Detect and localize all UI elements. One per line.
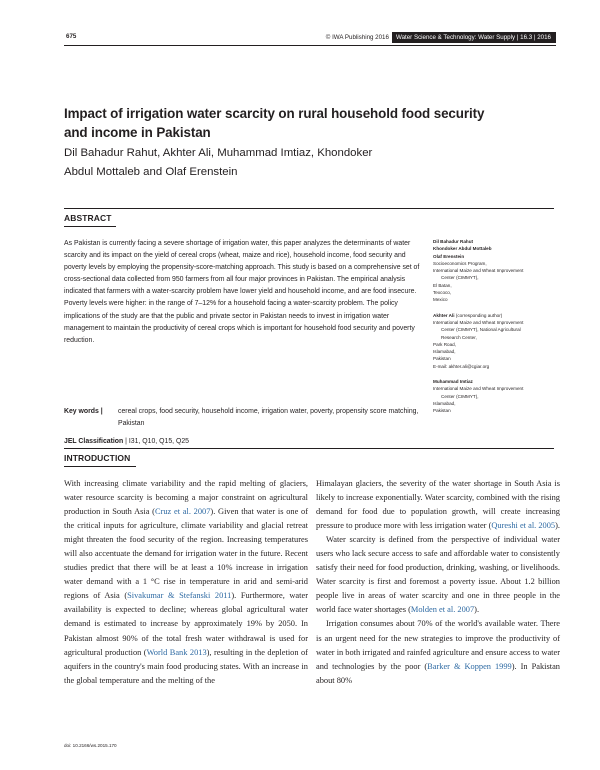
author-list (64, 144, 404, 182)
author-line-2: Abdul Mottaleb and Olaf Erenstein (64, 166, 238, 178)
abstract-top-rule (64, 208, 554, 209)
affil-line: Pakistan (433, 356, 451, 362)
abstract-heading: ABSTRACT (64, 213, 112, 223)
affil-line: Center (CIMMYT), (441, 275, 479, 281)
affil-line: Texcoco, (433, 290, 452, 296)
citation-link[interactable]: Sivakumar & Stefanski 2011 (127, 591, 232, 601)
citation-link[interactable]: World Bank 2013 (146, 647, 207, 657)
affiliations (433, 238, 563, 415)
affil-corresponding: Akhter Ali (corresponding author) (433, 312, 503, 318)
affil-line: Mexico (433, 297, 448, 303)
journal-year: 2016 (537, 34, 551, 41)
affil-name: Khondoker Abdul Mottaleb (433, 246, 492, 252)
journal-volume: 16.3 (520, 34, 533, 41)
citation-link[interactable]: Barker & Koppen 1999 (427, 661, 512, 671)
citation-link[interactable]: Qureshi et al. 2005 (491, 521, 556, 531)
intro-right-column (316, 477, 560, 688)
affil-line: Park Road, (433, 341, 456, 347)
affil-line: Islamabad, (433, 349, 456, 355)
affil-line: International Maize and Wheat Improvement (433, 319, 524, 325)
publisher-notice: © IWA Publishing 2016 (325, 34, 389, 41)
keywords-text: cereal crops, food security, household income, irrigation water, poverty, propensity score matching, Pakistan (118, 408, 419, 428)
abstract-heading-underline (64, 226, 116, 227)
introduction-heading: INTRODUCTION (64, 453, 131, 463)
abstract-text: As Pakistan is currently facing a severe shortage of irrigation water, this paper analyzes the determinants of water scarcity and its impact on the yield of cereal crops (wheat, maize and rice), household income, food security and poverty levels by employing the propensity-score-matching approach. This study is based on a comprehensive set of cross-sectional data collected from 950 farmers from all four major provinces in Pakistan. The empirical analysis indicated that farmers with a water-scarcity problem have lower yield and household income, and are food insecure. Poverty levels were higher: in the range of 7–12% for a household facing a water-scarcity problem. The policy implications of the study are that the public and private sector in Pakistan needs to invest in irrigation water management to maintain the productivity of cereal crops which is important for household food security and poverty reduction. (64, 240, 420, 344)
affil-line: Socioeconomics Program, (433, 260, 487, 266)
jel-classification: JEL Classification | I31, Q10, Q15, Q25 (64, 438, 190, 445)
affil-line: El Batan, (433, 282, 452, 288)
affil-line: Islamabad, (433, 400, 456, 406)
affil-name: Dil Bahadur Rahut (433, 239, 474, 244)
journal-name: Water Science & Technology: Water Supply (395, 34, 516, 41)
keywords (64, 406, 426, 430)
article-title: Impact of irrigation water scarcity on rural household food security and income in Pakistan (64, 106, 485, 140)
affil-line: Center (CIMMYT), National Agricultural (441, 327, 521, 333)
header-rule (64, 45, 556, 46)
running-header (326, 32, 556, 43)
keywords-label: Key words | (64, 408, 103, 415)
introduction-heading-underline (64, 466, 136, 467)
affil-line: International Maize and Wheat Improvement (433, 386, 524, 392)
jel-codes: I31, Q10, Q15, Q25 (128, 438, 190, 445)
affil-line: Center (CIMMYT), (441, 393, 479, 399)
doi[interactable]: doi: 10.2166/ws.2015.170 (64, 743, 117, 748)
affil-name: Muhammad Imtiaz (433, 379, 473, 385)
journal-band: Water Science & Technology: Water Supply | 16.3 | 2016 (392, 32, 556, 43)
affil-line: International Maize and Wheat Improvement (433, 268, 524, 274)
affil-line: Pakistan (433, 408, 451, 414)
citation-link[interactable]: Cruz et al. 2007 (154, 507, 211, 517)
jel-label: JEL Classification (64, 438, 124, 445)
introduction-top-rule (64, 448, 554, 449)
affil-line: Research Center, (441, 334, 477, 340)
page-number: 675 (66, 33, 77, 40)
intro-paragraph: Water scarcity is defined from the perspective of individual water users who lack secure access to safe and affordable water to consistently satisfy their need for food production, drinking, washing, or livelihoods. Water scarcity is first and foremost a poverty issue. About 1.2 billion people live in areas of water scarcity and one in three people in the world face water shortages (Molden et al. 2007). (316, 535, 560, 615)
affil-name: Olaf Erenstein (433, 253, 465, 259)
intro-paragraph: Irrigation consumes about 70% of the world's available water. There is an urgent need for the new strategies to improve the productivity of water in both irrigated and rainfed agriculture and ensure access to water and technologies by the poor (Barker & Koppen 1999). In Pakistan about 80% (316, 619, 560, 685)
affil-email[interactable]: E-mail: akhter.ali@cgiar.org (433, 363, 490, 369)
intro-paragraph: With increasing climate variability and the rapid melting of glaciers, water resource scarcity is becoming a major constraint on agricultural production in South Asia (Cruz et al. 2007). Given that water is one of the critical inputs for agriculture, climate variability and glacial retreat might threaten the food security of the region. Increasing temperatures will also accentuate the demand for irrigation water in the future. Recent studies predict that there will be at least a 10% increase in irrigation water demand with a 1 °C rise in temperature in arid and semi-arid regions of Asia (Sivakumar & Stefanski 2011). Furthermore, water availability is expected to decline; whereas global agricultural water demand is estimated to increase by approximately 19% by 2050. In Pakistan almost 90% of the total fresh water withdrawal is used for agricultural production (World Bank 2013), resulting in the depletion of aquifers in the country's main food producing states. With an increase in the global temperature and the melting of the (64, 479, 309, 685)
author-line-1: Dil Bahadur Rahut, Akhter Ali, Muhammad Imtiaz, Khondoker (64, 147, 373, 159)
intro-paragraph: Himalayan glaciers, the severity of the water shortage in South Asia is likely to increase exponentially. Water scarcity, combined with the rising demand for food due to population growth, will create increasing pressure to produce more with less irrigation water (Qureshi et al. 2005). (316, 479, 560, 531)
citation-link[interactable]: Molden et al. 2007 (410, 605, 475, 615)
intro-left-column (64, 477, 308, 688)
